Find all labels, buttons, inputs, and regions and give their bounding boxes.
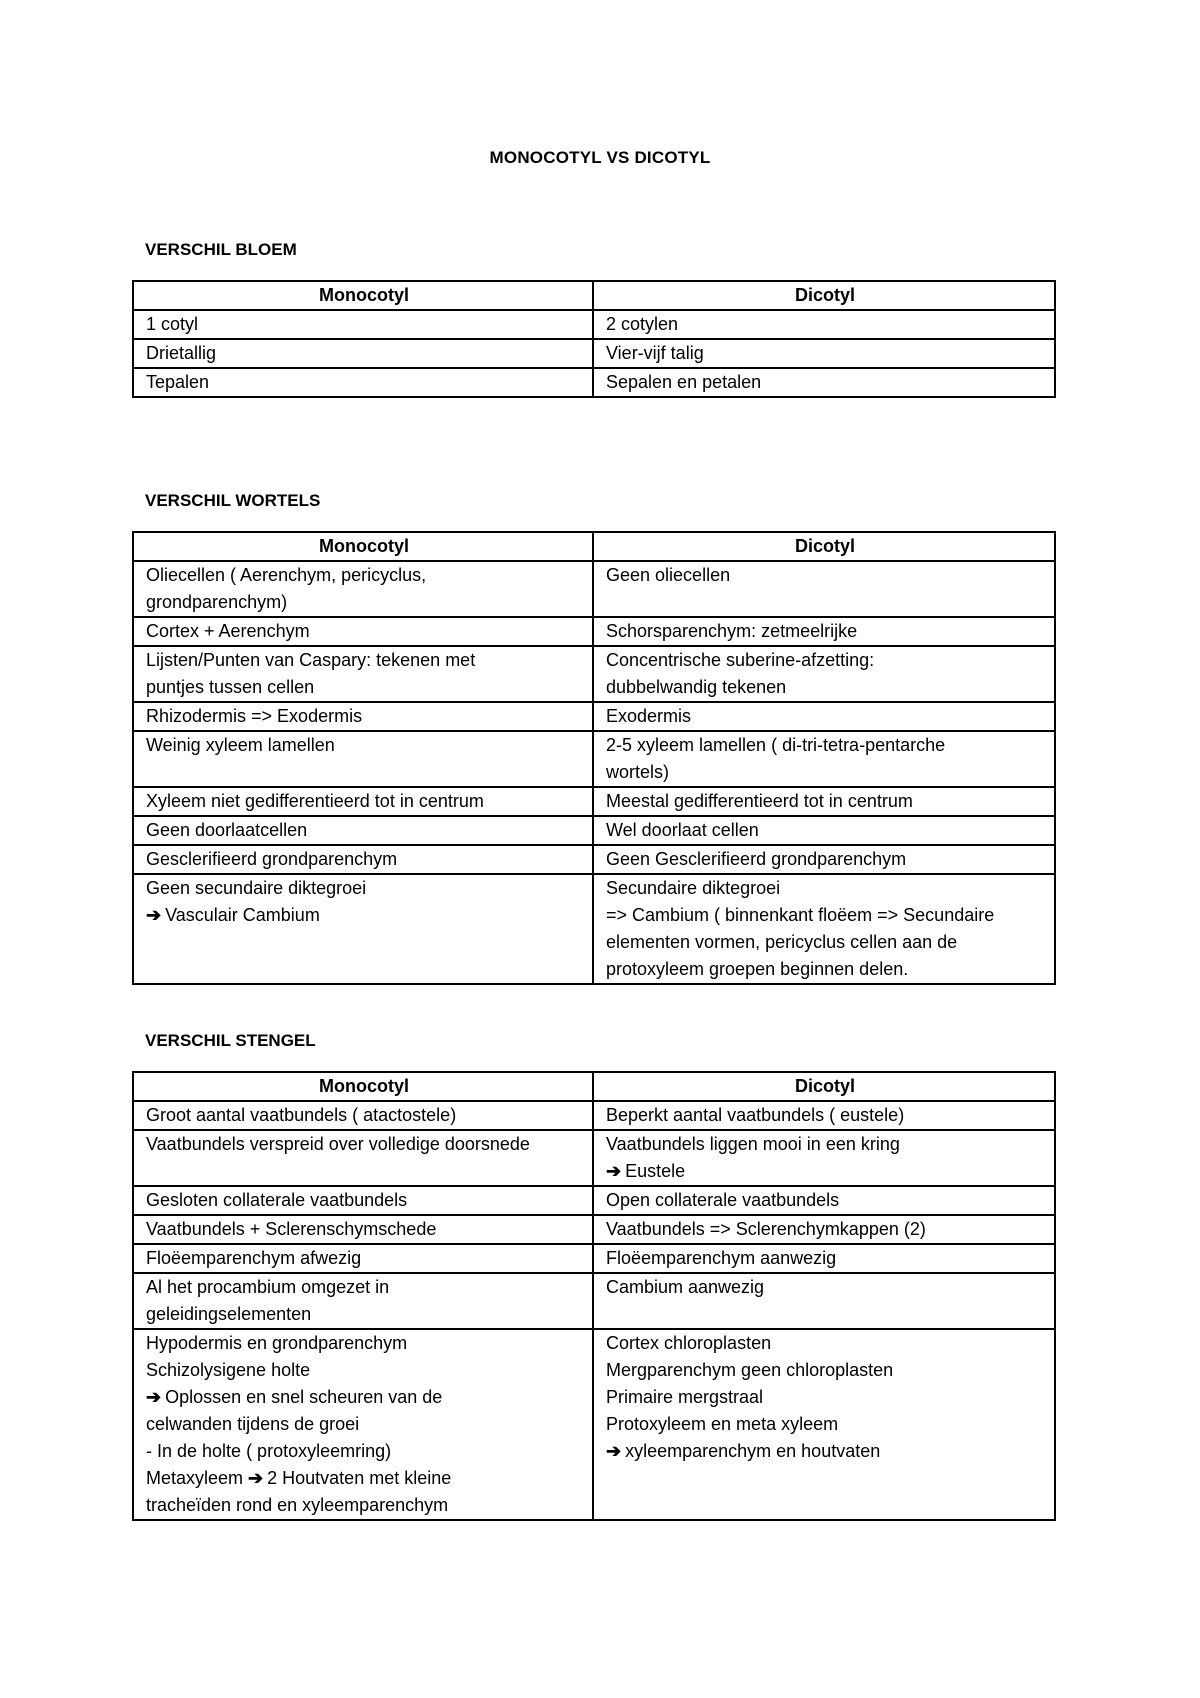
table-header-row [133, 281, 1055, 310]
table-row [133, 1215, 1055, 1244]
cell-text: dubbelwandig tekenen [606, 677, 787, 697]
cell-text: Xyleem niet gedifferentieerd tot in centrum [146, 791, 484, 811]
cell-text: Wel doorlaat cellen [606, 820, 759, 840]
table-row [133, 1186, 1055, 1215]
arrow-right-icon: ➔ [146, 1387, 162, 1407]
table-row [133, 1329, 1055, 1520]
cell-text: Rhizodermis => Exodermis [146, 706, 363, 726]
cell-monocotyl [133, 1273, 593, 1329]
cell-text: wortels) [606, 762, 670, 782]
cell-monocotyl [133, 339, 593, 368]
table-row [133, 646, 1055, 702]
cell-text: Primaire mergstraal [606, 1387, 764, 1407]
header-monocotyl: Monocotyl [133, 532, 593, 561]
cell-text: geleidingselementen [146, 1304, 312, 1324]
cell-dicotyl [593, 1215, 1055, 1244]
cell-text: Floëemparenchym aanwezig [606, 1248, 837, 1268]
cell-dicotyl [593, 1244, 1055, 1273]
cell-text: Vaatbundels liggen mooi in een kring [606, 1134, 900, 1154]
cell-text: => Cambium ( binnenkant floëem => Secundaire [606, 905, 995, 925]
cell-text: Al het procambium omgezet in [146, 1277, 390, 1297]
cell-text: Secundaire diktegroei [606, 878, 781, 898]
cell-dicotyl [593, 731, 1055, 787]
table-row [133, 561, 1055, 617]
cell-monocotyl [133, 646, 593, 702]
cell-text: Vaatbundels verspreid over volledige doorsnede [146, 1134, 530, 1154]
cell-text: celwanden tijdens de groei [146, 1414, 360, 1434]
cell-text: 2-5 xyleem lamellen ( di-tri-tetra-pentarche [606, 735, 946, 755]
section-heading-stengel: VERSCHIL STENGEL [145, 1031, 316, 1050]
cell-dicotyl [593, 1130, 1055, 1186]
table-header-row [133, 532, 1055, 561]
cell-text: Vaatbundels => Sclerenchymkappen (2) [606, 1219, 926, 1239]
cell-text: Schizolysigene holte [146, 1360, 311, 1380]
cell-text: Gesloten collaterale vaatbundels [146, 1190, 408, 1210]
arrow-right-icon: ➔ [606, 1441, 622, 1461]
cell-text: Lijsten/Punten van Caspary: tekenen met [146, 650, 476, 670]
cell-dicotyl [593, 1273, 1055, 1329]
cell-text: 1 cotyl [146, 314, 199, 334]
table-row [133, 787, 1055, 816]
cell-monocotyl [133, 561, 593, 617]
cell-dicotyl [593, 617, 1055, 646]
cell-text: Geen doorlaatcellen [146, 820, 308, 840]
arrow-right-icon: ➔ [146, 905, 162, 925]
cell-text: Vasculair Cambium [165, 905, 320, 925]
table-row [133, 310, 1055, 339]
cell-text: Groot aantal vaatbundels ( atactostele) [146, 1105, 457, 1125]
cell-dicotyl [593, 310, 1055, 339]
cell-monocotyl [133, 787, 593, 816]
cell-text: grondparenchym) [146, 592, 288, 612]
cell-monocotyl [133, 816, 593, 845]
page-title: MONOCOTYL VS DICOTYL [489, 148, 711, 167]
table-row [133, 845, 1055, 874]
cell-text: Cambium aanwezig [606, 1277, 765, 1297]
table-row [133, 617, 1055, 646]
cell-text: - In de holte ( protoxyleemring) [146, 1441, 392, 1461]
cell-text: tracheïden rond en xyleemparenchym [146, 1495, 449, 1515]
cell-dicotyl [593, 1101, 1055, 1130]
cell-dicotyl [593, 702, 1055, 731]
cell-text: Gesclerifieerd grondparenchym [146, 849, 398, 869]
cell-text: Open collaterale vaatbundels [606, 1190, 840, 1210]
cell-text: puntjes tussen cellen [146, 677, 315, 697]
table-row [133, 702, 1055, 731]
arrow-line [146, 902, 582, 929]
table-bloem [132, 280, 1056, 398]
cell-monocotyl [133, 1244, 593, 1273]
cell-text: Protoxyleem en meta xyleem [606, 1414, 839, 1434]
cell-text: Exodermis [606, 706, 692, 726]
cell-monocotyl [133, 845, 593, 874]
table-row [133, 816, 1055, 845]
cell-dicotyl [593, 368, 1055, 397]
cell-text: Geen Gesclerifieerd grondparenchym [606, 849, 907, 869]
arrow-line [146, 1465, 582, 1492]
cell-text: Geen secundaire diktegroei [146, 878, 367, 898]
cell-text: 2 Houtvaten met kleine [267, 1468, 452, 1488]
cell-monocotyl [133, 731, 593, 787]
cell-dicotyl [593, 561, 1055, 617]
cell-monocotyl [133, 1329, 593, 1520]
cell-text: Hypodermis en grondparenchym [146, 1333, 408, 1353]
cell-text: Vaatbundels + Sclerenschymschede [146, 1219, 437, 1239]
cell-text: Oplossen en snel scheuren van de [165, 1387, 443, 1407]
cell-text: Meestal gedifferentieerd tot in centrum [606, 791, 913, 811]
cell-text: Floëemparenchym afwezig [146, 1248, 362, 1268]
table-wortels [132, 531, 1056, 985]
cell-text: Metaxyleem [146, 1468, 244, 1488]
arrow-right-icon: ➔ [248, 1468, 264, 1488]
cell-text: Oliecellen ( Aerenchym, pericyclus, [146, 565, 427, 585]
arrow-line [146, 1384, 582, 1411]
cell-text: Vier-vijf talig [606, 343, 704, 363]
arrow-right-icon: ➔ [606, 1161, 622, 1181]
cell-dicotyl [593, 816, 1055, 845]
table-row [133, 368, 1055, 397]
cell-dicotyl [593, 1186, 1055, 1215]
table-header-row [133, 1072, 1055, 1101]
table-row [133, 1130, 1055, 1186]
cell-text: Mergparenchym geen chloroplasten [606, 1360, 894, 1380]
cell-text: Tepalen [146, 372, 210, 392]
cell-text: Concentrische suberine-afzetting: [606, 650, 875, 670]
cell-text: protoxyleem groepen beginnen delen. [606, 959, 909, 979]
table-row [133, 1244, 1055, 1273]
cell-monocotyl [133, 1215, 593, 1244]
table-row [133, 731, 1055, 787]
arrow-line [606, 1438, 1044, 1465]
cell-dicotyl [593, 1329, 1055, 1520]
cell-monocotyl [133, 874, 593, 984]
table-row [133, 1273, 1055, 1329]
arrow-line [606, 1158, 1044, 1185]
cell-text: Drietallig [146, 343, 217, 363]
cell-monocotyl [133, 1101, 593, 1130]
table-stengel [132, 1071, 1056, 1521]
cell-text: xyleemparenchym en houtvaten [625, 1441, 881, 1461]
cell-text: Eustele [625, 1161, 686, 1181]
cell-text: Cortex + Aerenchym [146, 621, 310, 641]
section-heading-wortels: VERSCHIL WORTELS [145, 491, 321, 510]
table-row [133, 874, 1055, 984]
cell-text: Beperkt aantal vaatbundels ( eustele) [606, 1105, 905, 1125]
cell-text: Schorsparenchym: zetmeelrijke [606, 621, 858, 641]
cell-dicotyl [593, 646, 1055, 702]
cell-text: Sepalen en petalen [606, 372, 762, 392]
header-dicotyl: Dicotyl [593, 281, 1055, 310]
table-row [133, 339, 1055, 368]
cell-monocotyl [133, 702, 593, 731]
header-dicotyl: Dicotyl [593, 532, 1055, 561]
cell-dicotyl [593, 339, 1055, 368]
header-monocotyl: Monocotyl [133, 1072, 593, 1101]
cell-text: Weinig xyleem lamellen [146, 735, 335, 755]
cell-dicotyl [593, 845, 1055, 874]
cell-text: elementen vormen, pericyclus cellen aan de [606, 932, 958, 952]
cell-monocotyl [133, 617, 593, 646]
cell-text: 2 cotylen [606, 314, 679, 334]
cell-dicotyl [593, 787, 1055, 816]
cell-dicotyl [593, 874, 1055, 984]
section-heading-bloem: VERSCHIL BLOEM [145, 240, 297, 259]
header-dicotyl: Dicotyl [593, 1072, 1055, 1101]
cell-text: Cortex chloroplasten [606, 1333, 772, 1353]
cell-monocotyl [133, 1186, 593, 1215]
cell-text: Geen oliecellen [606, 565, 731, 585]
header-monocotyl: Monocotyl [133, 281, 593, 310]
cell-monocotyl [133, 310, 593, 339]
cell-monocotyl [133, 1130, 593, 1186]
cell-monocotyl [133, 368, 593, 397]
table-row [133, 1101, 1055, 1130]
